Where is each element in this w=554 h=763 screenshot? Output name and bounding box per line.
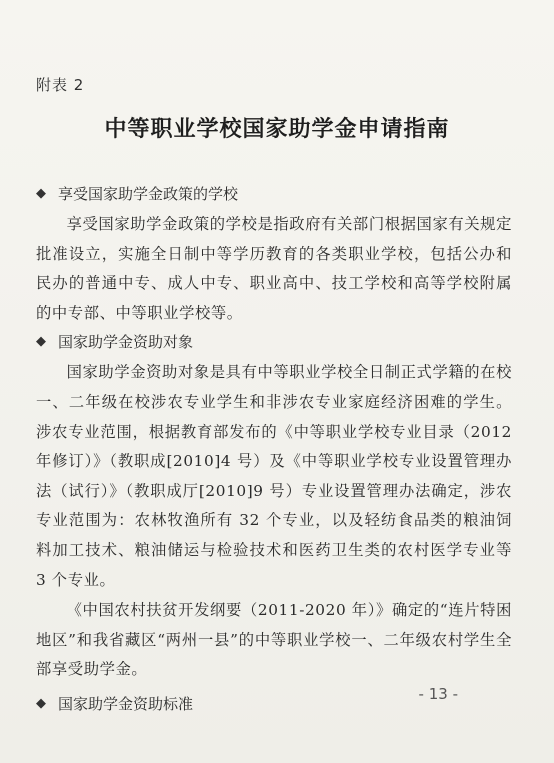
section-heading-text: 享受国家助学金政策的学校	[58, 185, 239, 203]
page-number: - 13 -	[418, 685, 458, 703]
attachment-label: 附表 2	[36, 76, 85, 94]
paragraph: 国家助学金资助对象是具有中等职业学校全日制正式学籍的在校一、二年级在校涉农专业学生和非涉农专业家庭经济困难的学生。涉农专业范围，根据教育部发布的《中等职业学校专业目录（2012 年修订）》（教职成[2010]4 号）及《中等职业学校专业设置管理办法（试行）》（教职成厅[2010]9 号）专业设置管理办法确定，涉农专业范围为：农林牧渔所有 32 个专业，以及轻纺食品类的粮油饲料加工技术、粮油储运与检验技术和医药卫生类的农村医学专业等 3 个专业。	[36, 363, 512, 589]
diamond-bullet-icon: ◆	[36, 695, 46, 711]
section-heading	[36, 331, 512, 353]
document-body	[36, 180, 512, 720]
diamond-bullet-icon: ◆	[36, 334, 46, 350]
paragraph: 《中国农村扶贫开发纲要（2011-2020 年）》确定的“连片特困地区”和我省藏区“两州一县”的中等职业学校一、二年级农村学生全部享受助学金。	[36, 601, 512, 679]
paragraph: 享受国家助学金政策的学校是指政府有关部门根据国家有关规定批准设立，实施全日制中等学历教育的各类职业学校，包括公办和民办的普通中专、成人中专、职业高中、技工学校和高等学校附属的中专部、中等职业学校等。	[36, 215, 512, 322]
diamond-bullet-icon: ◆	[36, 186, 46, 201]
section-heading-text: 国家助学金资助标准	[58, 694, 194, 713]
page-title: 中等职业学校国家助学金申请指南	[104, 117, 450, 142]
section-heading	[36, 183, 512, 205]
section-heading-text: 国家助学金资助对象	[58, 333, 194, 352]
